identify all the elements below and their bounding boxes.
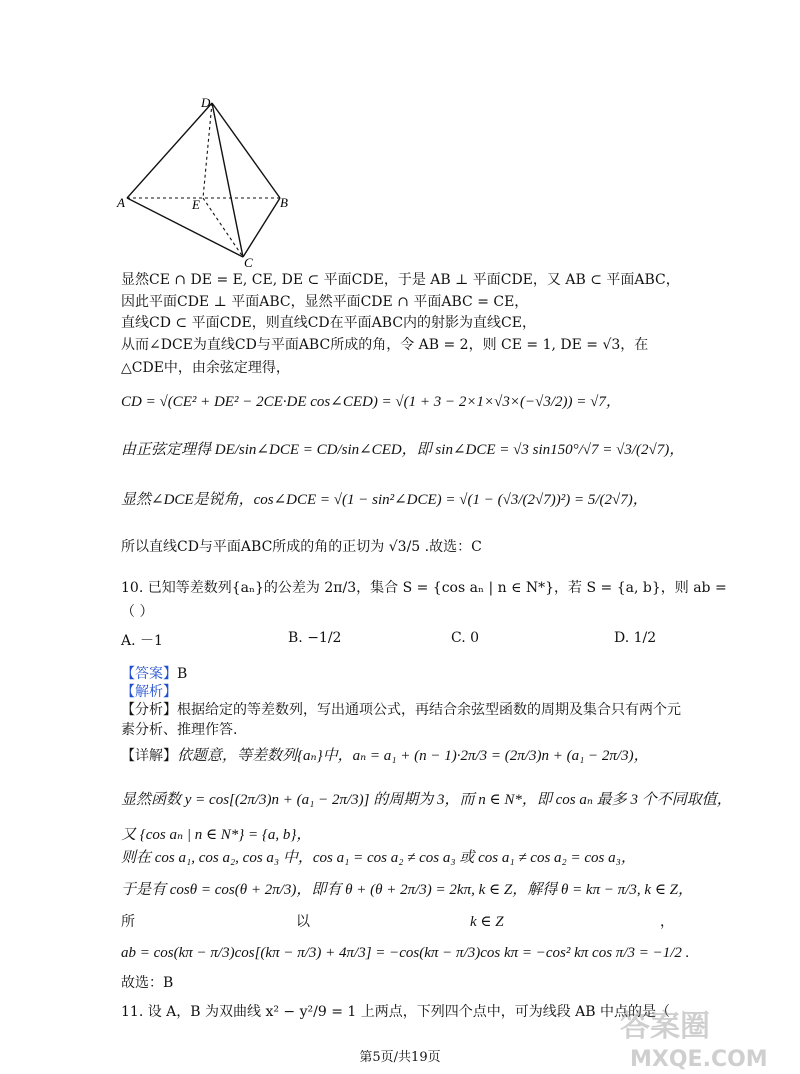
answer-line bbox=[121, 664, 187, 684]
detail-tag: 【详解】 bbox=[121, 748, 177, 764]
label-E: E bbox=[192, 197, 200, 212]
text-line: △CDE中，由余弦定理得， bbox=[121, 360, 290, 376]
text-line: 从而∠DCE为直线CD与平面ABC所成的角，令 AB = 2，则 CE = 1, DE = √3，在 bbox=[121, 337, 649, 353]
text-line: 因此平面CDE ⊥ 平面ABC，显然平面CDE ∩ 平面ABC = CE， bbox=[121, 294, 529, 310]
text-line: 直线CD ⊂ 平面CDE，则直线CD在平面ABC内的射影为直线CE， bbox=[121, 315, 536, 331]
question-11: 11. 设 A，B 为双曲线 x² − y²/9 = 1 上两点，下列四个点中，可为线段 AB 中点的是（ bbox=[121, 1004, 671, 1020]
option-b: B. −1/2 bbox=[288, 630, 342, 646]
equation-line: 由正弦定理得 DE/sin∠DCE = CD/sin∠CED，即 sin∠DCE = √3 sin150°/√7 = √3/(2√7)， bbox=[121, 442, 685, 458]
detail-line bbox=[121, 746, 649, 766]
detail-line: 显然函数 y = cos[(2π/3)n + (a₁ − 2π/3)] 的周期为 3，而 n ∈ N*，即 cos aₙ 最多 3 个不同取值， bbox=[121, 792, 732, 808]
edge-DE-hidden bbox=[203, 103, 212, 198]
option-c: C. 0 bbox=[451, 630, 480, 646]
edge-AC bbox=[127, 198, 243, 257]
detail-line: 于是有 cosθ = cos(θ + 2π/3)，即有 θ + (θ + 2π/3) = 2kπ, k ∈ Z，解得 θ = kπ − π/3, k ∈ Z， bbox=[121, 882, 694, 898]
label-C: C bbox=[244, 255, 253, 270]
detail-spaced-d: ， bbox=[660, 914, 674, 930]
label-B: B bbox=[280, 195, 288, 210]
fenxi-line-2: 素分析、推理作答. bbox=[121, 722, 238, 738]
text-line: 所以直线CD与平面ABC所成的角的正切为 √3/5 .故选：C bbox=[121, 539, 482, 555]
fenxi-line bbox=[121, 700, 681, 720]
edge-DA bbox=[127, 103, 212, 198]
label-D: D bbox=[201, 95, 211, 110]
detail-spaced-b: 以 bbox=[296, 914, 310, 930]
svg-text:答案圈: 答案圈 bbox=[620, 1009, 710, 1044]
tetrahedron-figure bbox=[115, 95, 305, 270]
text-line: 显然CE ∩ DE = E, CE, DE ⊂ 平面CDE，于是 AB ⊥ 平面CDE，又 AB ⊂ 平面ABC， bbox=[121, 272, 680, 288]
detail-line: 则在 cos a₁, cos a₂, cos a₃ 中，cos a₁ = cos a₂ ≠ cos a₃ 或 cos a₁ ≠ cos a₂ = cos a₃， bbox=[121, 850, 636, 866]
detail-text: 依题意，等差数列{aₙ}中，aₙ = a₁ + (n − 1)·2π/3 = (2π/3)n + (a₁ − 2π/3)， bbox=[177, 748, 649, 764]
fenxi-text: 根据给定的等差数列，写出通项公式，再结合余弦型函数的周期及集合只有两个元 bbox=[177, 702, 681, 718]
option-a: A. －1 bbox=[121, 633, 163, 649]
question-10: 10. 已知等差数列{aₙ}的公差为 2π/3，集合 S = {cos aₙ | n ∈ N*}，若 S = {a, b}，则 ab = bbox=[121, 580, 727, 596]
detail-spaced-a: 所 bbox=[121, 914, 135, 930]
page-footer: 第5页/共19页 bbox=[359, 1050, 441, 1065]
analysis-tag: 【解析】 bbox=[121, 684, 177, 700]
analysis-line bbox=[121, 682, 177, 702]
option-d: D. 1/2 bbox=[614, 630, 657, 646]
label-A: A bbox=[117, 195, 125, 210]
svg-text:MXQE.COM: MXQE.COM bbox=[630, 1047, 768, 1070]
detail-line: 又 {cos aₙ | n ∈ N*} = {a, b}， bbox=[121, 827, 312, 843]
equation-line: 显然∠DCE是锐角，cos∠DCE = √(1 − sin²∠DCE) = √(1 − (√3/(2√7))²) = 5/(2√7)， bbox=[121, 492, 648, 508]
answer-tag: 【答案】 bbox=[121, 666, 177, 682]
detail-line: ab = cos(kπ − π/3)cos[(kπ − π/3) + 4π/3] = −cos(kπ − π/3)cos kπ = −cos² kπ cos π/3 = −1/2 . bbox=[121, 945, 690, 961]
question-10-bracket: （ ） bbox=[121, 604, 154, 620]
fenxi-tag: 【分析】 bbox=[121, 702, 177, 718]
detail-spaced-c: k ∈ Z bbox=[470, 914, 504, 930]
edge-BC bbox=[243, 198, 280, 257]
equation-line: CD = √(CE² + DE² − 2CE·DE cos∠CED) = √(1 + 3 − 2×1×√3×(−√3/2)) = √7， bbox=[121, 394, 621, 410]
answer-value: B bbox=[177, 666, 188, 682]
detail-line: 故选：B bbox=[121, 975, 174, 991]
